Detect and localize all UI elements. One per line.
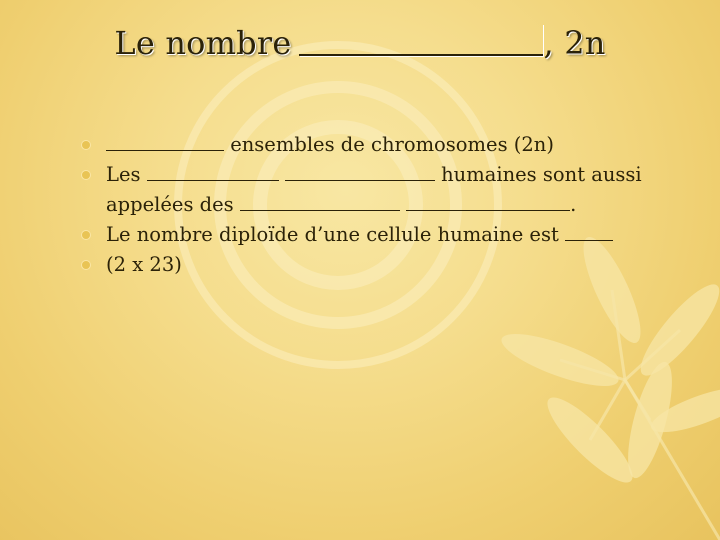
bullet-text: (2 x 23) [106, 253, 182, 276]
bullet-dot-icon [82, 171, 90, 179]
bullet-dot-icon [82, 231, 90, 239]
bullet-text: humaines sont aussi [441, 163, 642, 186]
slide-title [0, 24, 720, 62]
bullet-item [80, 160, 700, 220]
bullet-text: Les [106, 163, 141, 186]
title-prefix: Le nombre [114, 24, 292, 62]
bullet-dot-icon [82, 141, 90, 149]
bullet-text: . [570, 193, 577, 216]
bullet-dot-icon [82, 261, 90, 269]
bullet-text: Le nombre diploïde d’une cellule humaine est [106, 223, 559, 246]
bullet-item [80, 220, 700, 250]
fill-in-blank [147, 162, 279, 181]
title-blank [299, 24, 543, 56]
bullet-text: appelées des [106, 193, 234, 216]
bullet-item [80, 130, 700, 160]
bullet-list [80, 130, 700, 280]
fill-in-blank [406, 192, 570, 211]
fill-in-blank [565, 222, 613, 241]
bullet-item [80, 250, 700, 280]
title-suffix: , 2n [543, 24, 606, 62]
bullet-text: ensembles de chromosomes (2n) [230, 133, 554, 156]
fill-in-blank [240, 192, 400, 211]
fill-in-blank [285, 162, 435, 181]
fill-in-blank [106, 132, 224, 151]
